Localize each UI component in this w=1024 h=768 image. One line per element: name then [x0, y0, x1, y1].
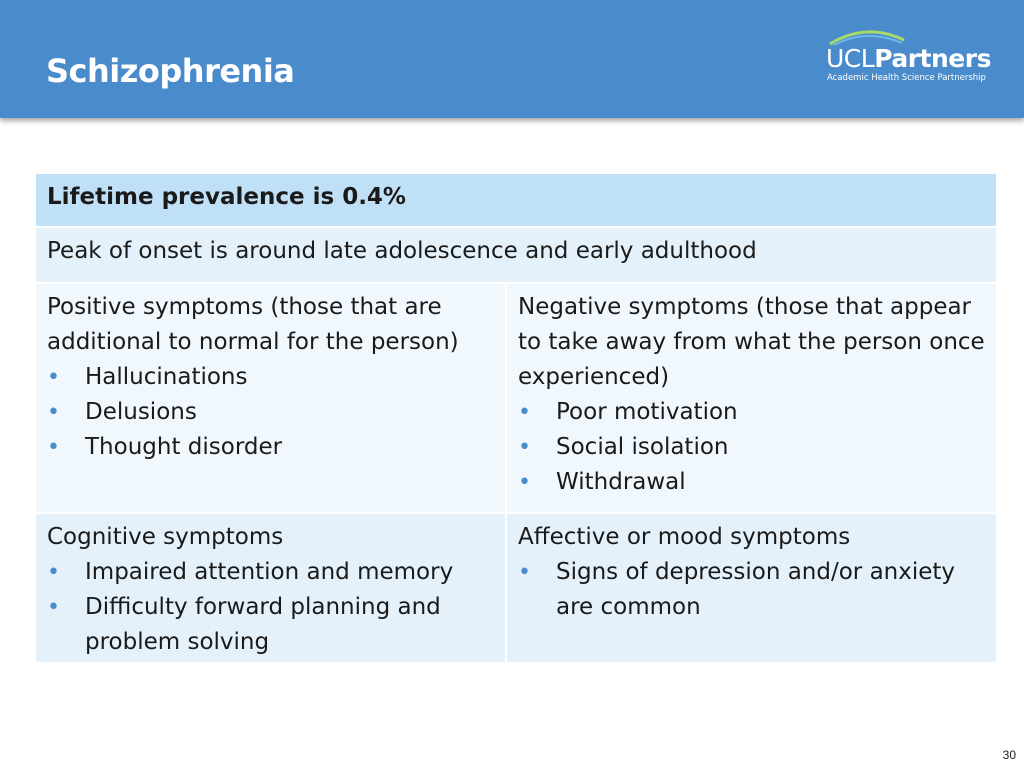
affective-symptoms-intro: Affective or mood symptoms — [518, 524, 851, 550]
info-table — [36, 174, 996, 664]
cognitive-symptoms-list — [47, 555, 495, 660]
list-item — [47, 430, 495, 465]
bullet-icon: • — [47, 560, 60, 585]
positive-symptoms-list — [47, 360, 495, 465]
logo-tagline: Academic Health Science Partnership — [827, 73, 986, 83]
cognitive-symptoms-intro: Cognitive symptoms — [47, 524, 284, 550]
ucl-partners-logo — [822, 26, 992, 86]
list-item — [47, 395, 495, 430]
logo-prefix: UCL — [826, 44, 875, 73]
prevalence-cell: Lifetime prevalence is 0.4% — [47, 184, 406, 210]
affective-symptoms-list — [518, 555, 986, 625]
negative-symptoms-intro: Negative symptoms (those that appear to take away from what the person once experienced) — [518, 294, 985, 390]
list-item — [518, 430, 986, 465]
negative-symptoms-list — [518, 395, 986, 500]
bullet-icon: • — [47, 400, 60, 425]
list-item-text: Difficulty forward planning and problem solving — [85, 594, 441, 655]
list-item-text: Hallucinations — [85, 364, 248, 390]
list-item — [518, 465, 986, 500]
list-item — [518, 395, 986, 430]
list-item-text: Impaired attention and memory — [85, 559, 454, 585]
list-item-text: Social isolation — [556, 434, 729, 460]
list-item-text: Withdrawal — [556, 469, 686, 495]
bullet-icon: • — [47, 365, 60, 390]
slide-title: Schizophrenia — [46, 52, 295, 90]
bullet-icon: • — [47, 595, 60, 620]
positive-symptoms-cell — [36, 284, 505, 512]
affective-symptoms-cell — [505, 514, 996, 662]
list-item — [47, 360, 495, 395]
bullet-icon: • — [518, 435, 531, 460]
list-item — [47, 590, 495, 660]
list-item-text: Poor motivation — [556, 399, 738, 425]
bullet-icon: • — [518, 470, 531, 495]
bullet-icon: • — [518, 560, 531, 585]
slide-header — [0, 0, 1024, 118]
negative-symptoms-cell — [505, 284, 996, 512]
positive-symptoms-intro: Positive symptoms (those that are additional to normal for the person) — [47, 294, 459, 355]
table-row — [36, 228, 996, 284]
table-row — [36, 174, 996, 228]
list-item-text: Signs of depression and/or anxiety are common — [556, 559, 956, 620]
list-item-text: Thought disorder — [85, 434, 283, 460]
page-number: 30 — [1002, 748, 1016, 762]
list-item — [47, 555, 495, 590]
logo-wordmark — [826, 44, 991, 73]
bullet-icon: • — [47, 435, 60, 460]
cognitive-symptoms-cell — [36, 514, 505, 662]
list-item — [518, 555, 986, 625]
list-item-text: Delusions — [85, 399, 197, 425]
table-row — [36, 514, 996, 664]
logo-suffix: Partners — [874, 44, 991, 73]
logo-arc-icon — [826, 26, 906, 46]
bullet-icon: • — [518, 400, 531, 425]
onset-cell: Peak of onset is around late adolescence and early adulthood — [47, 238, 757, 264]
table-row — [36, 284, 996, 514]
